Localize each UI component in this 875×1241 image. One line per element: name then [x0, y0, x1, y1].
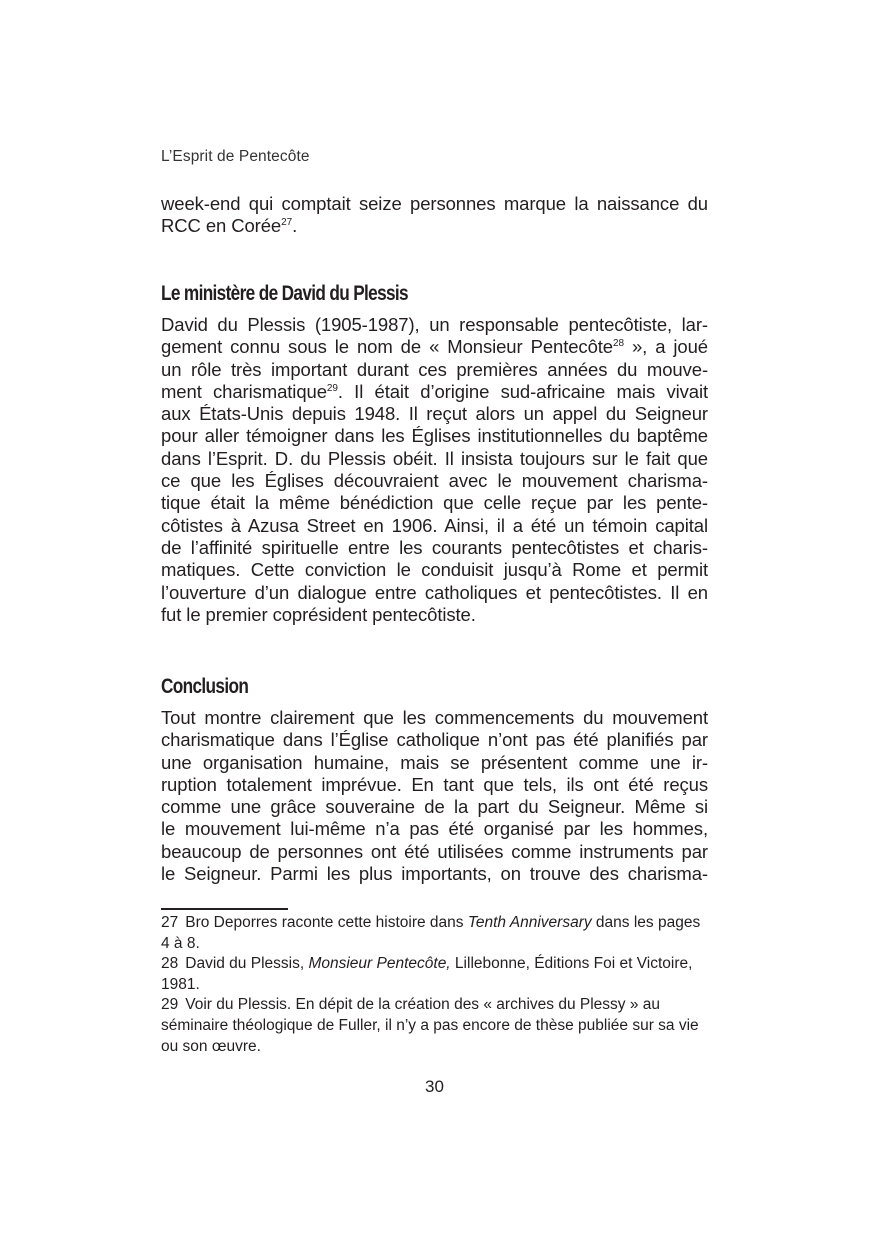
footnote-number: 27: [161, 914, 179, 931]
text-line: tique était la même bénédiction que celle reçue par les pente-: [161, 492, 708, 514]
footnote-text: Lillebonne, Éditions Foi et Victoire, 1981.: [161, 955, 693, 993]
footnote-27: [161, 913, 708, 954]
text-line: [161, 381, 708, 403]
footnote-29: [161, 995, 708, 1057]
footnote-ref-28[interactable]: 28: [613, 338, 624, 350]
text-line: ruption totalement imprévue. En tant que tels, ils ont été reçus: [161, 773, 708, 795]
footnote-28: [161, 954, 708, 995]
section-heading-du-plessis: Le ministère de David du Plessis: [161, 282, 408, 306]
text-line: ce que les Églises découvraient avec le mouvement charisma-: [161, 470, 708, 492]
section-heading-conclusion: Conclusion: [161, 675, 249, 699]
text-line: un rôle très important durant ces premières années du mouve-: [161, 358, 708, 380]
footnote-italic: Tenth Anniversary: [467, 914, 592, 931]
paragraph-conclusion: [161, 707, 708, 885]
text-line: comme une grâce souveraine de la part du Seigneur. Même si: [161, 796, 708, 818]
footnote-text: Bro Deporres raconte cette histoire dans: [185, 914, 468, 931]
text-fragment: », a joué: [623, 336, 708, 358]
text-line: David du Plessis (1905-1987), un responsable pentecôtiste, lar-: [161, 314, 708, 335]
text-line: week-end qui comptait seize personnes marque la naissance du: [161, 193, 708, 214]
footnote-number: 29: [161, 996, 179, 1014]
text-line: pour aller témoigner dans les Églises institutionnelles du baptême: [161, 425, 708, 447]
text-line: fut le premier coprésident pentecôtiste.: [161, 603, 476, 625]
text-line: l’ouverture d’un dialogue entre catholiques et pentecôtistes. Il en: [161, 581, 708, 603]
paragraph-continuation: [161, 193, 708, 238]
text-line: le Seigneur. Parmi les plus importants, on trouve des charisma-: [161, 863, 708, 885]
paragraph-du-plessis: [161, 314, 708, 626]
text-line: Tout montre clairement que les commencements du mouvement: [161, 707, 708, 728]
page-number: 30: [425, 1077, 444, 1096]
text-fragment: gement connu sous le nom de « Monsieur Pentecôte: [161, 336, 613, 358]
footnotes: [161, 913, 708, 1057]
text-fragment: ment charismatique: [161, 380, 327, 402]
footnote-divider: [161, 908, 288, 910]
text-line: de l’affinité spirituelle entre les courants pentecôtistes et charis-: [161, 536, 708, 558]
text-line: une organisation humaine, mais se présentent comme une ir-: [161, 751, 708, 773]
text-fragment: . Il était d’origine sud-africaine mais vivait: [337, 380, 708, 402]
text-line: côtistes à Azusa Street en 1906. Ainsi, il a été un témoin capital: [161, 514, 708, 536]
text-fragment: RCC en Corée: [161, 215, 282, 237]
text-line: beaucoup de personnes ont été utilisées comme instruments par: [161, 840, 708, 862]
text-fragment: .: [292, 215, 298, 237]
text-line: aux États-Unis depuis 1948. Il reçut alors un appel du Seigneur: [161, 403, 708, 425]
text-line: charismatique dans l’Église catholique n’ont pas été planifiés par: [161, 729, 708, 751]
running-head: L’Esprit de Pentecôte: [161, 148, 310, 165]
footnote-ref-27[interactable]: 27: [281, 217, 293, 229]
text-line: [161, 336, 708, 358]
text-line: matiques. Cette conviction le conduisit jusqu’à Rome et permit: [161, 559, 708, 581]
footnote-text: dans les pages 4 à 8.: [161, 914, 701, 952]
footnote-ref-29[interactable]: 29: [326, 382, 338, 394]
text-line: dans l’Esprit. D. du Plessis obéit. Il insista toujours sur le fait que: [161, 447, 708, 469]
text-line: [161, 215, 708, 237]
text-line: le mouvement lui-même n’a pas été organisé par les hommes,: [161, 818, 708, 840]
footnote-text: Voir du Plessis. En dépit de la création des « archives du Plessy » au séminaire théologique de Fuller, il n’y a pas encore de thèse publiée sur sa vie ou son œuvre.: [161, 996, 699, 1055]
footnote-number: 28: [161, 955, 179, 973]
footnote-text: David du Plessis,: [185, 955, 309, 973]
footnote-italic: Monsieur Pentecôte,: [308, 955, 451, 973]
